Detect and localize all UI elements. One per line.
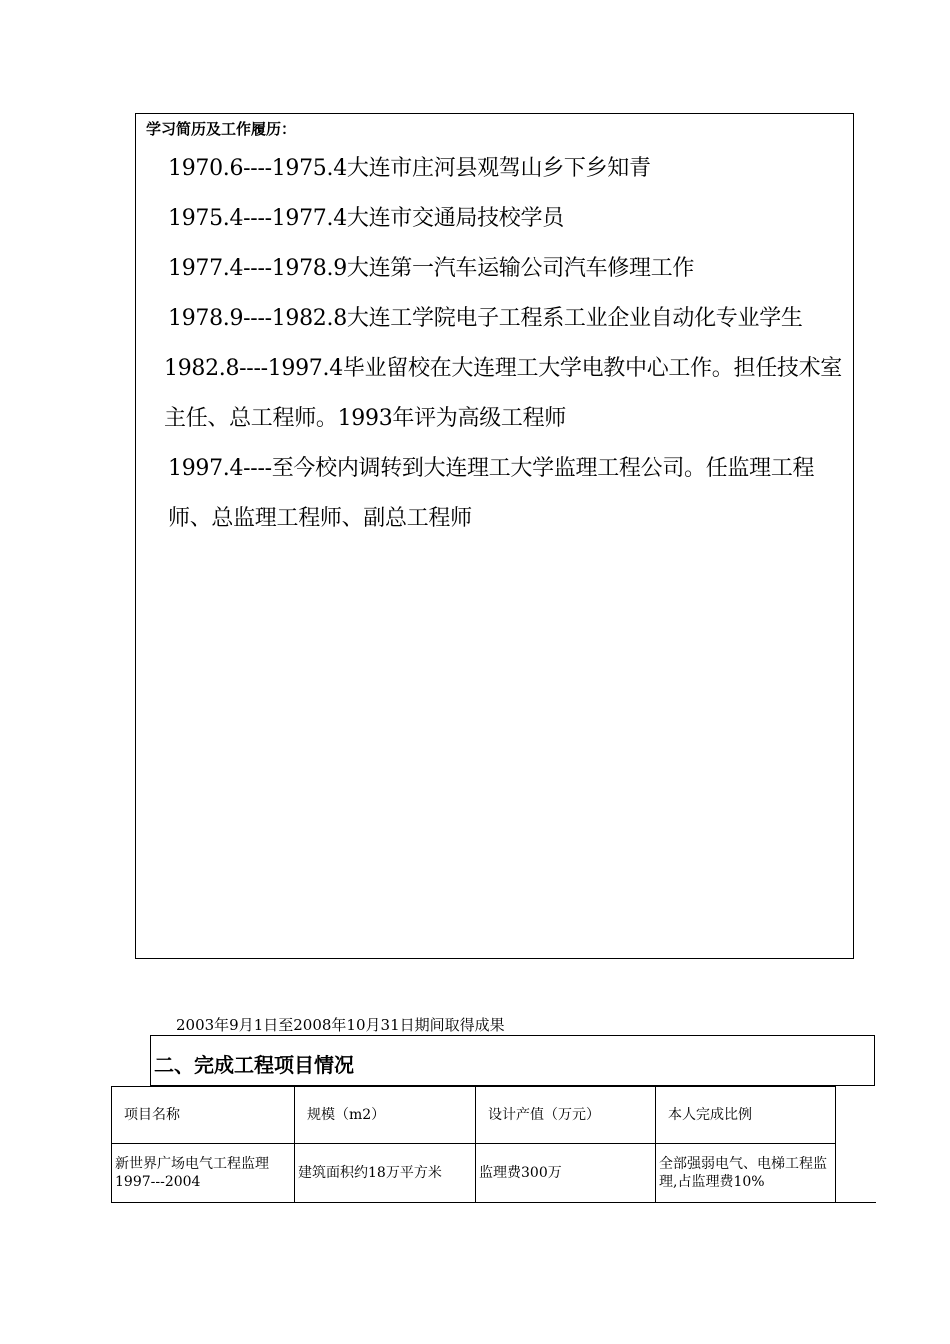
- cell-scale: 建筑面积约18万平方米: [295, 1144, 476, 1203]
- resume-entry: 1997.4----至今校内调转到大连理工大学监理工程公司。任监理工程师、总监理工程师、副总工程师: [168, 456, 815, 531]
- table-header-row: [112, 1087, 876, 1144]
- cell-design-value: 监理费300万: [476, 1144, 656, 1203]
- table-row: [112, 1144, 876, 1203]
- resume-title: 学习简历及工作履历：: [146, 120, 297, 138]
- resume-box: [135, 113, 854, 959]
- section-heading: [150, 1035, 875, 1086]
- header-project-name: 项目名称: [112, 1087, 295, 1144]
- blank-cell: [836, 1087, 876, 1144]
- header-completion-ratio: 本人完成比例: [656, 1087, 836, 1144]
- resume-entries: [164, 144, 848, 544]
- period-line: 2003年9月1日至2008年10月31日期间取得成果: [176, 1016, 505, 1034]
- header-scale: 规模（m2）: [295, 1087, 476, 1144]
- resume-entry: 1970.6----1975.4大连市庄河县观驾山乡下乡知青: [168, 156, 651, 181]
- resume-entry: 1978.9----1982.8大连工学院电子工程系工业企业自动化专业学生: [168, 306, 803, 331]
- cell-project-name: 新世界广场电气工程监理1997---2004: [112, 1144, 295, 1203]
- cell-completion-ratio: 全部强弱电气、电梯工程监理,占监理费10%: [656, 1144, 836, 1203]
- resume-entry: 1977.4----1978.9大连第一汽车运输公司汽车修理工作: [168, 256, 695, 281]
- resume-entry: 1975.4----1977.4大连市交通局技校学员: [168, 206, 564, 231]
- blank-cell: [836, 1144, 876, 1203]
- resume-entry: 1982.8----1997.4毕业留校在大连理工大学电教中心工作。担任技术室主任、总工程师。1993年评为高级工程师: [164, 356, 842, 431]
- projects-table: [111, 1086, 876, 1203]
- section-title: 二、完成工程项目情况: [154, 1053, 354, 1077]
- header-design-value: 设计产值（万元）: [476, 1087, 656, 1144]
